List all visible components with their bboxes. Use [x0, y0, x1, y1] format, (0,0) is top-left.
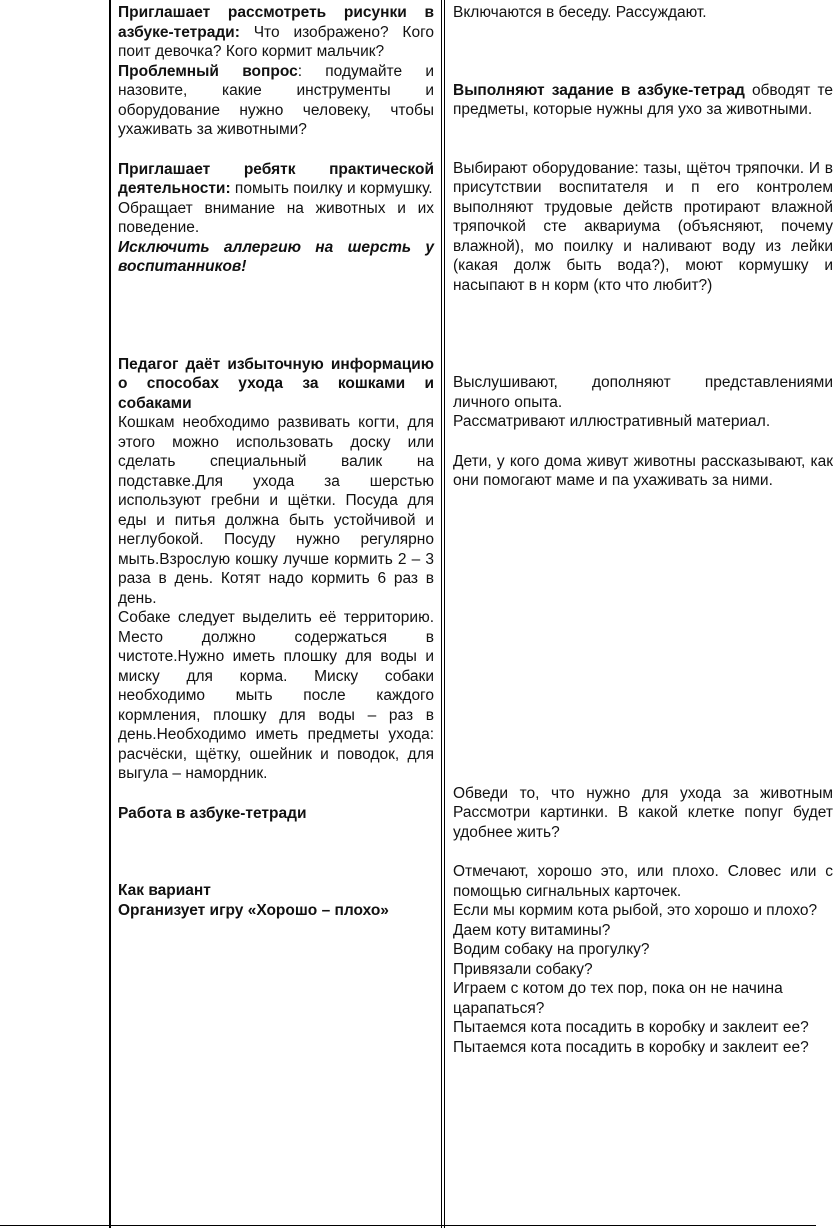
paragraph-attention-animals: Обращает внимание на животных и их поведение.: [118, 199, 434, 236]
teacher-activity-column: [118, 3, 434, 920]
paragraph-game-heading: [118, 901, 434, 921]
paragraph-workbook-heading: [118, 804, 434, 824]
paragraph-allergy-warning: Исключить аллергию на шерсть у воспитанников!: [118, 238, 434, 275]
paragraph-text: : подумайте и назовите, какие инструменты и оборудование нужно человеку, чтобы ухаживать за животными?: [118, 62, 434, 138]
table-border-mid-col-a: [441, 0, 442, 1228]
paragraph-problem-question: [118, 62, 434, 140]
paragraph-practical-activity: [118, 160, 434, 199]
paragraph-bold: Приглашает ребятк практической деятельности:: [118, 160, 434, 197]
question-item: Если мы кормим кота рыбой, это хорошо и плохо?: [453, 902, 818, 919]
paragraph-bold: Организует игру «Хорошо – плохо»: [118, 901, 389, 919]
paragraph-mark-good-bad: Отмечают, хорошо это, или плохо. Словес или с помощью сигнальных карточек.: [453, 863, 833, 900]
question-item: Привязали собаку?: [453, 960, 593, 978]
question-item: Пытаемся кота посадить в коробку и заклеит ее?: [453, 1019, 809, 1036]
paragraph-bold: Педагог даёт избыточную информацию о способах ухода за кошками и собаками: [118, 355, 434, 412]
paragraph-alternative-heading: [118, 881, 434, 901]
paragraph-bold: Приглашает рассмотреть рисунки в азбуке-тетради:: [118, 4, 434, 41]
paragraph-look-pictures: [118, 3, 434, 62]
paragraph-choose-equipment: Выбирают оборудование: тазы, щёточ тряпочки. И в присутствии воспитателя и п его контролем выполняют трудовые действ протирают влажной тряпочкой сте аквариума (объясняют, почему влажной), мо поилку и наливают воду из лейки (какая долж быть вода?), моют кормушку и насыпают в н корм (кто что любит?): [453, 159, 833, 294]
table-border-left-col: [109, 0, 111, 1228]
question-item: Пытаемся кота посадить в коробку и заклеит ее?: [453, 1038, 809, 1056]
paragraph-workbook-task: [453, 81, 833, 120]
children-activity-column: [453, 3, 833, 1057]
question-item: Даем коту витамины?: [453, 921, 611, 939]
paragraph-cat-care: Кошкам необходимо развивать когти, для этого можно использовать доску или сделать специальный валик на подставке.Для ухода за шерстью используют гребни и щётки. Посуда для еды и питья должна быть устойчивой и неглубокой. Посуду нужно регулярно мыть.Взрослую кошку лучше кормить 2 – 3 раза в день. Котят надо кормить 6 раз в день.: [118, 414, 434, 607]
paragraph-workbook-instruction: Обведи то, что нужно для ухода за животным Рассмотри картинки. В какой клетке попуг будет удобнее жить?: [453, 784, 833, 841]
paragraph-bold: Выполняют задание в азбуке-тетрад: [453, 81, 745, 99]
paragraph-join-conversation: Включаются в беседу. Рассуждают.: [453, 4, 707, 21]
paragraph-children-pets: Дети, у кого дома живут животны рассказывают, как они помогают маме и па ухаживать за ними.: [453, 452, 833, 489]
paragraph-text: обводят те предметы, которые нужны для ухо за животными.: [453, 81, 833, 118]
paragraph-text: Что изображено? Кого поит девочка? Кого кормит мальчик?: [118, 23, 434, 60]
paragraph-bold: Как вариант: [118, 882, 211, 899]
paragraph-dog-care: Собаке следует выделить её территорию. Место должно содержаться в чистоте.Нужно иметь плошку для воды и миску для корма. Миску собаки необходимо мыть после каждого кормления, плошку для воды – раз в день.Необходимо иметь предметы ухода: расчёски, щётку, ошейник и поводок, для выгула – намордник.: [118, 609, 434, 782]
paragraph-text: помыть поилку и кормушку.: [230, 180, 433, 197]
question-item: Играем с котом до тех пор, пока он не начина царапаться?: [453, 980, 783, 1017]
paragraph-listen: Выслушивают, дополняют представлениями личного опыта.: [453, 374, 833, 411]
paragraph-view-illustrations: Рассматривают иллюстративный материал.: [453, 413, 771, 430]
paragraph-extra-info-heading: [118, 355, 434, 414]
paragraph-bold: Проблемный вопрос: [118, 62, 298, 80]
question-item: Водим собаку на прогулку?: [453, 941, 650, 958]
table-border-bottom: [0, 1225, 816, 1226]
paragraph-bold: Работа в азбуке-тетради: [118, 804, 307, 822]
table-border-mid-col-b: [444, 0, 445, 1228]
